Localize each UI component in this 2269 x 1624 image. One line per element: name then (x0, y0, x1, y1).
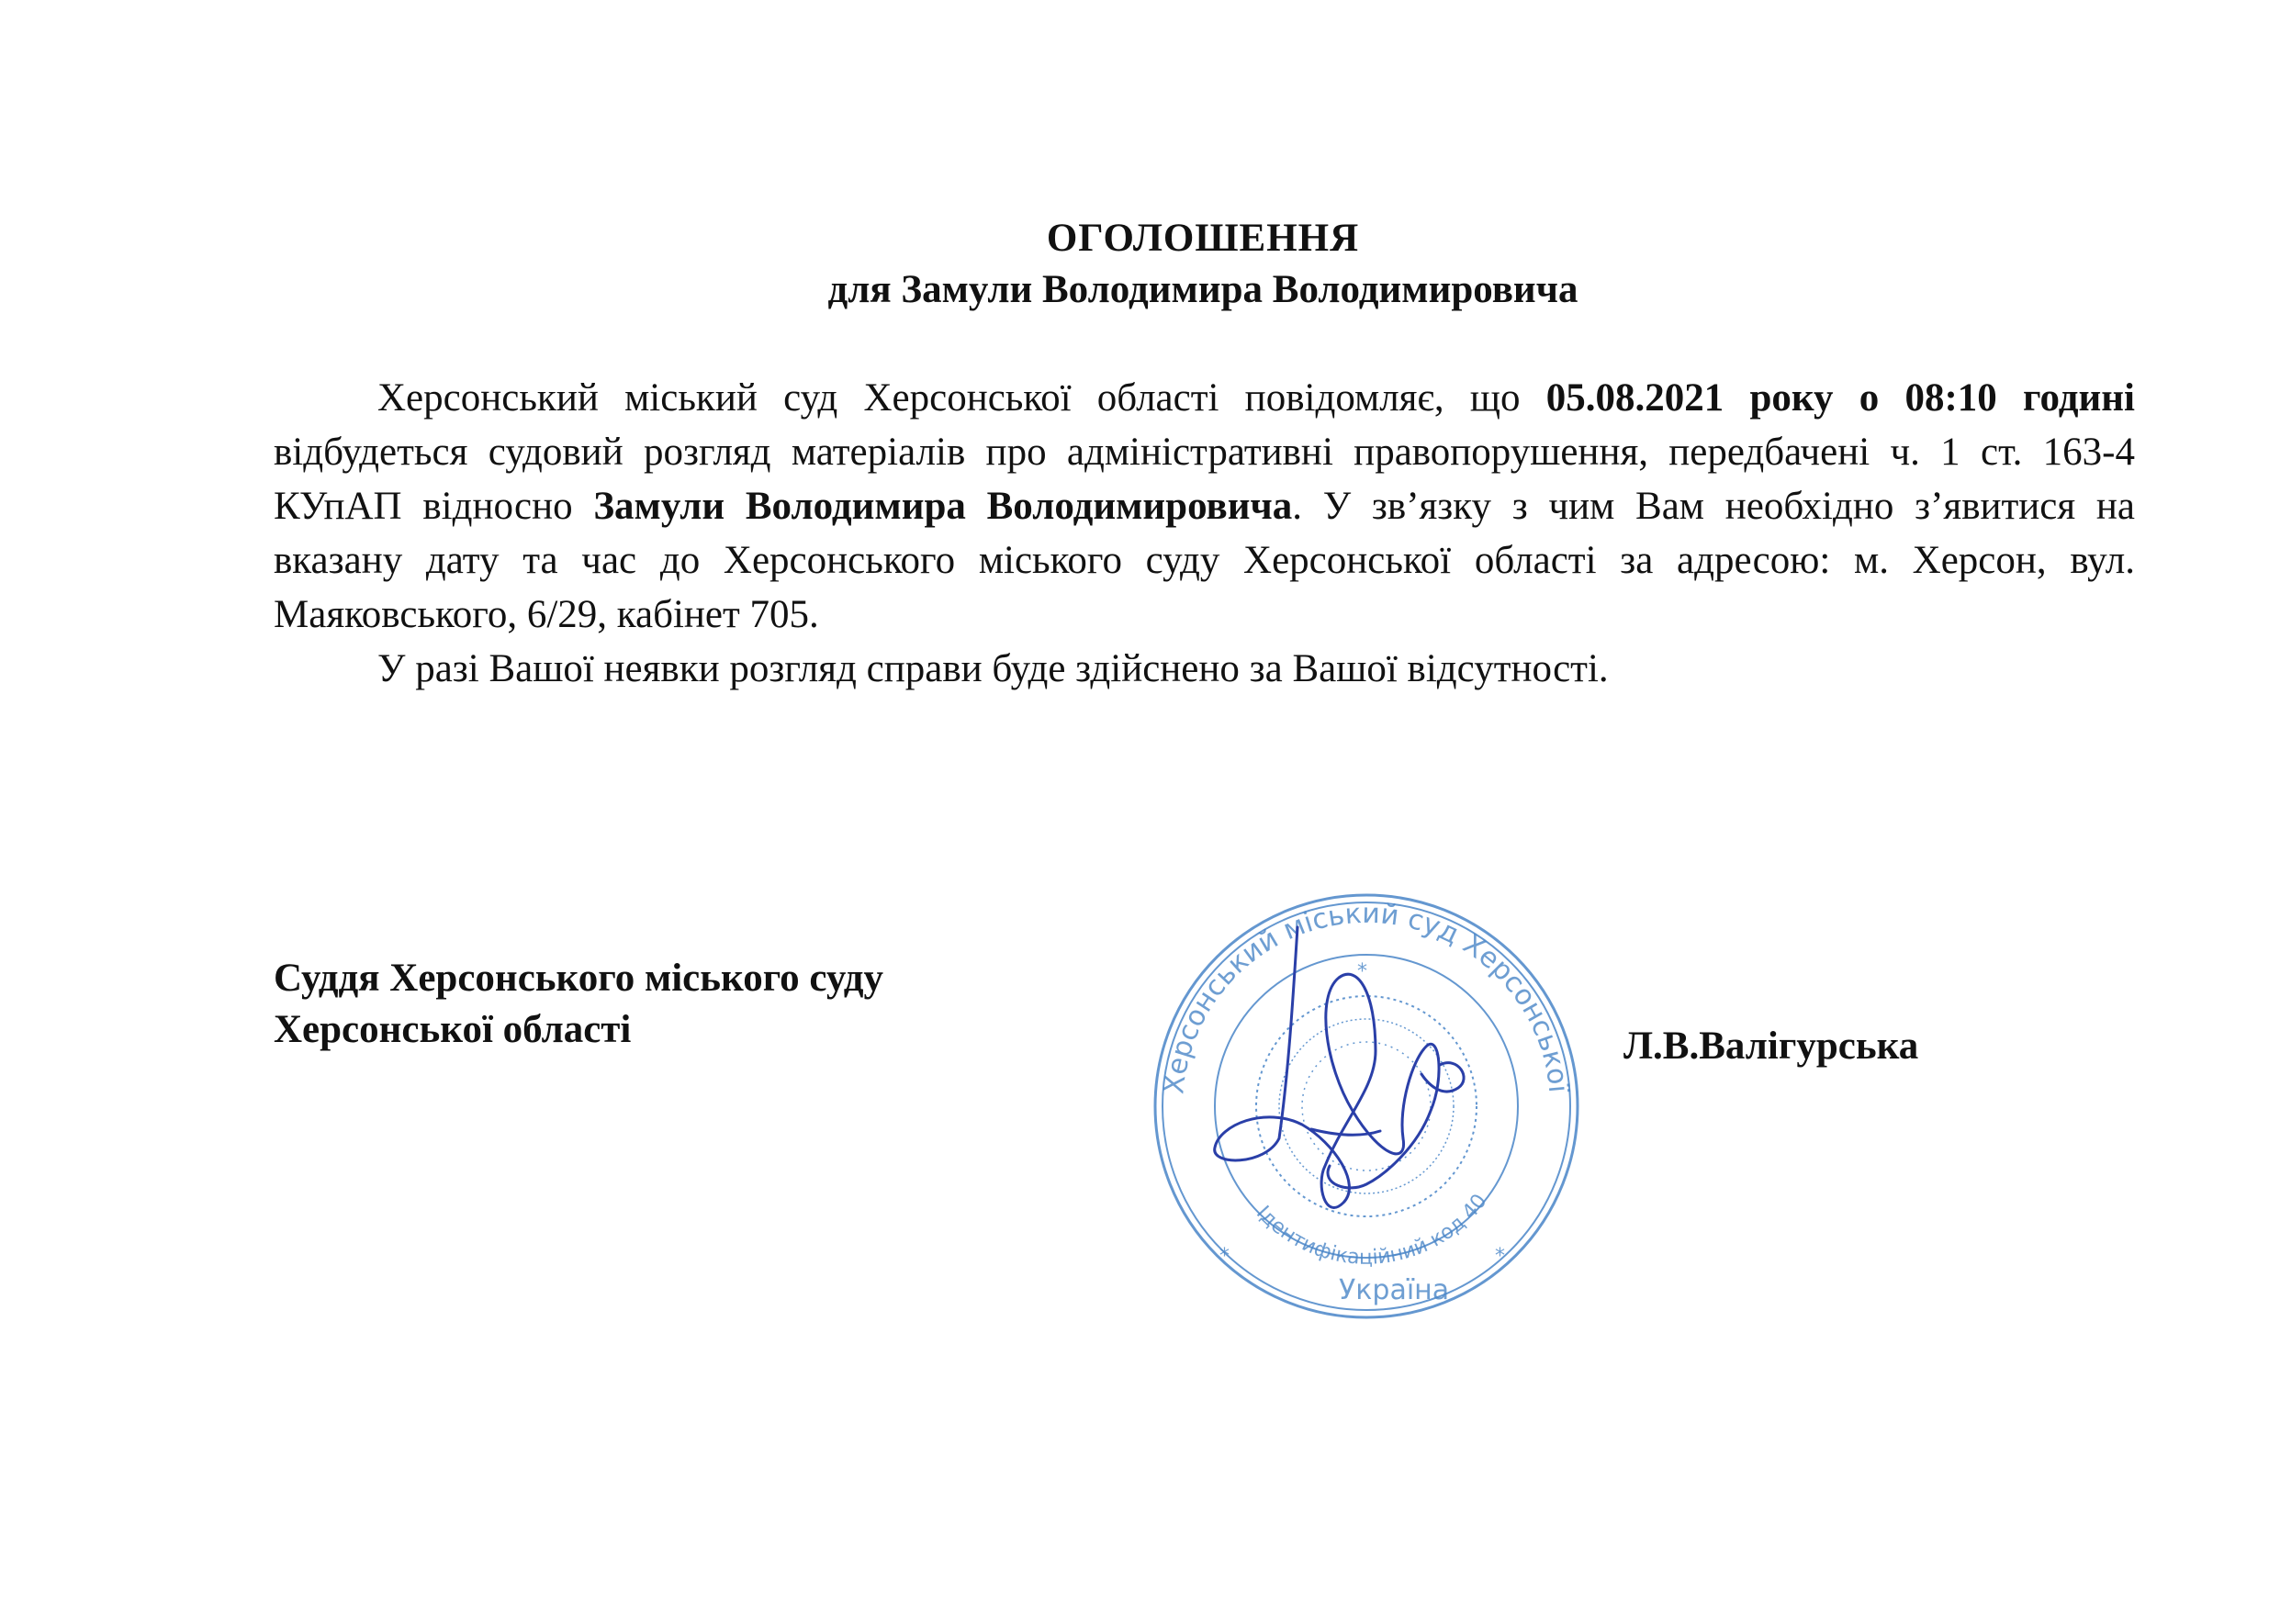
document-subtitle: для Замули Володимира Володимировича (827, 268, 1578, 311)
paragraph-absence-warning: У разі Вашої неявки розгляд справи буде здійснено за Вашої відсутності. (377, 647, 1609, 690)
notice-text-2: відбудеться судовий розгляд матеріалів про адміністративні правопорушення, передбачені ч. 1 ст. 163-4 КУпАП відносно (274, 431, 2135, 528)
svg-text:*: * (1495, 1245, 1505, 1268)
judge-position-line1: Суддя Херсонського міського суду (274, 957, 883, 1000)
defendant-name: Замули Володимира Володимировича (593, 485, 1293, 528)
heading (0, 213, 2269, 316)
document-title: ОГОЛОШЕННЯ (1046, 217, 1360, 260)
seal-text-top: Херсонський міський суд Херсонської (1158, 897, 1575, 1096)
seal-text-inner: Ідентифікаційний код 40 (1251, 1190, 1492, 1270)
seal-text-bottom: Україна (1339, 1274, 1450, 1306)
svg-text:*: * (1219, 1245, 1230, 1268)
svg-text:*: * (1357, 960, 1367, 983)
announcement-body (274, 371, 2135, 696)
notice-text-1: Херсонський міський суд Херсонської області повідомляє, що (377, 376, 1546, 420)
judge-position (274, 953, 883, 1056)
judge-name: Л.В.Валігурська (1623, 1025, 1919, 1068)
court-seal-icon (1128, 890, 1605, 1322)
paragraph-notice (274, 371, 2135, 642)
court-seal-stamp (1128, 890, 1605, 1322)
judge-position-line2: Херсонської області (274, 1008, 632, 1051)
hearing-datetime: 05.08.2021 року о 08:10 годині (1545, 376, 2135, 420)
notice-text-3: . У зв’язку з чим Вам необхідно з’явитися на вказану дату та час до Херсонського міського суду Херсонської області за адресою: м. Херсон, вул. Маяковського, 6/29, кабінет 705. (274, 485, 2135, 636)
